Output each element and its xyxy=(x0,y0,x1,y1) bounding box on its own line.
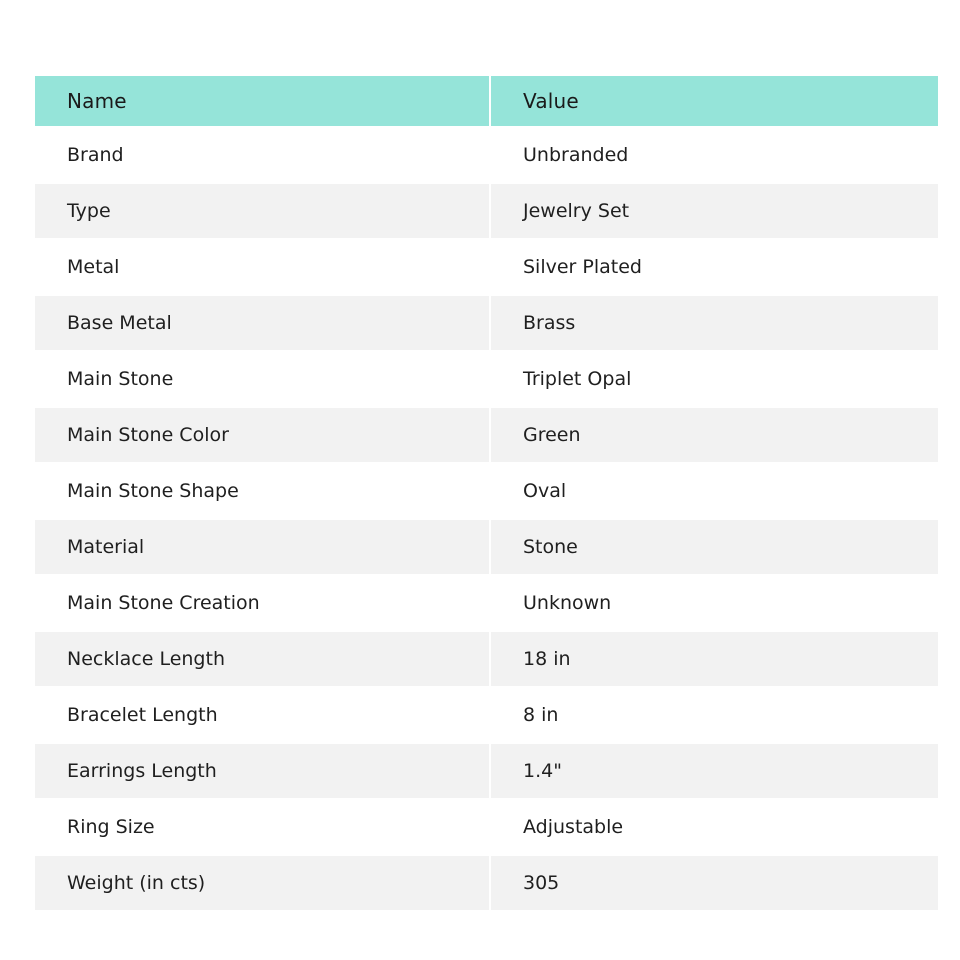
table-row xyxy=(35,407,938,463)
table-row xyxy=(35,631,938,687)
row-value-cell: 305 xyxy=(490,855,938,910)
table-row xyxy=(35,575,938,631)
table-row xyxy=(35,183,938,239)
row-name-cell: Main Stone Creation xyxy=(35,575,490,631)
table-row xyxy=(35,295,938,351)
row-name-cell: Brand xyxy=(35,127,490,183)
row-value-cell: 8 in xyxy=(490,687,938,743)
table-row xyxy=(35,351,938,407)
row-name-cell: Ring Size xyxy=(35,799,490,855)
table-row xyxy=(35,799,938,855)
row-value-cell: Triplet Opal xyxy=(490,351,938,407)
row-value-cell: 1.4" xyxy=(490,743,938,799)
table-row xyxy=(35,127,938,183)
row-name-cell: Type xyxy=(35,183,490,239)
row-name-cell: Base Metal xyxy=(35,295,490,351)
specifications-table xyxy=(35,76,938,910)
row-value-cell: Silver Plated xyxy=(490,239,938,295)
table-row xyxy=(35,519,938,575)
table-row xyxy=(35,687,938,743)
column-header-value: Value xyxy=(490,76,938,127)
table-row xyxy=(35,743,938,799)
table-header xyxy=(35,76,938,127)
row-value-cell: Unbranded xyxy=(490,127,938,183)
row-value-cell: Oval xyxy=(490,463,938,519)
row-value-cell: 18 in xyxy=(490,631,938,687)
row-value-cell: Unknown xyxy=(490,575,938,631)
row-value-cell: Green xyxy=(490,407,938,463)
row-name-cell: Material xyxy=(35,519,490,575)
row-value-cell: Stone xyxy=(490,519,938,575)
row-value-cell: Jewelry Set xyxy=(490,183,938,239)
row-value-cell: Adjustable xyxy=(490,799,938,855)
table-row xyxy=(35,855,938,910)
row-name-cell: Earrings Length xyxy=(35,743,490,799)
table-row xyxy=(35,463,938,519)
table-body xyxy=(35,127,938,910)
row-name-cell: Weight (in cts) xyxy=(35,855,490,910)
row-name-cell: Metal xyxy=(35,239,490,295)
row-name-cell: Main Stone Color xyxy=(35,407,490,463)
row-name-cell: Main Stone Shape xyxy=(35,463,490,519)
column-header-name: Name xyxy=(35,76,490,127)
table-row xyxy=(35,239,938,295)
row-name-cell: Main Stone xyxy=(35,351,490,407)
row-name-cell: Necklace Length xyxy=(35,631,490,687)
header-row xyxy=(35,76,938,127)
row-value-cell: Brass xyxy=(490,295,938,351)
row-name-cell: Bracelet Length xyxy=(35,687,490,743)
